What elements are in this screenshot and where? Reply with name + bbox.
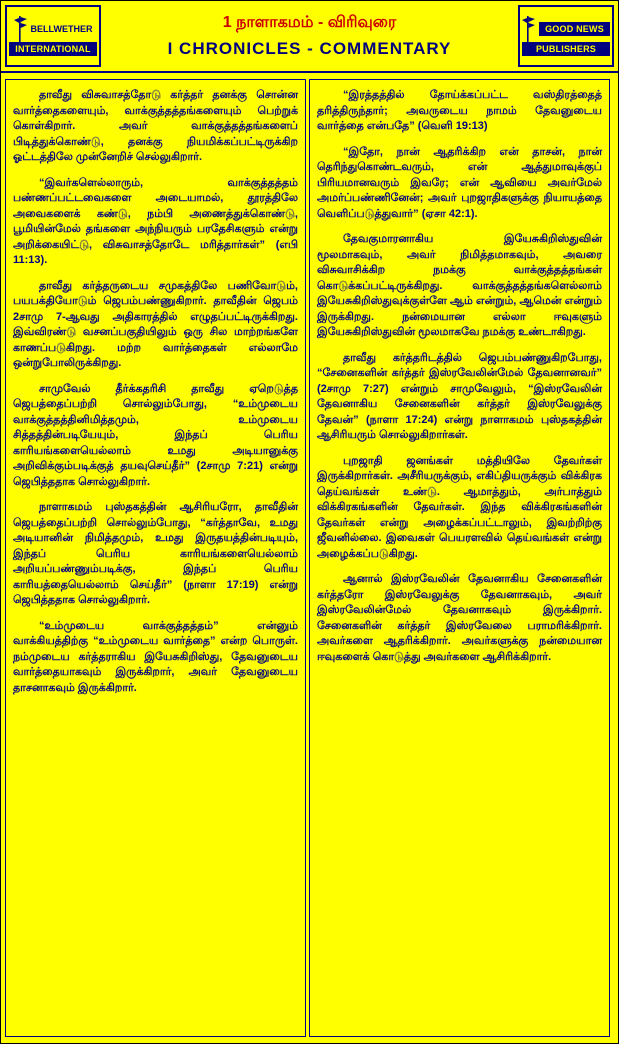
bellwether-international-logo: [5, 5, 101, 67]
page-title-tamil: 1 நாளாகமம் - விரிவுரை: [222, 14, 397, 31]
paragraph: சாமுவேல் தீர்க்கதரிசி தாவீது ஏறெடுத்த ஜெபத்தைப்பற்றி சொல்லும்போது, “உம்முடைய வாக்குத்தத்தினிமித்தமும், உம்முடைய சித்தத்தின்படியேயும், இந்தப் பெரிய காரியங்களையெல்லாம் உமது அடியானுக்கு அறிவிக்கும்படிக்குத் தயவுசெய்தீர்” (2சாமு 7:21) என்று ஜெபித்ததாக சொல்லுகிறார்.: [13, 382, 298, 488]
paragraph: ஆனால் இஸ்ரவேலின் தேவனாகிய சேனைகளின் கர்த்தரோ இஸ்ரவேலுக்கு தேவனாகவும், அவர் இஸ்ரவேலின்மேல் தேவனாகவும் இருக்கிறார். சேனைகளின் கர்த்தர் இஸ்ரவேலை பராமரிக்கிறார். அவர்களை ஆதரிக்கிறார். அவர்களுக்கு நன்மையான ஈவுகளைக் கொடுத்து அவர்களை ஆசிரிக்கிறார்.: [317, 573, 602, 663]
paragraph: தேவகுமாரனாகிய இயேசுகிறிஸ்துவின் மூலமாகவும், அவர் நிமித்தமாகவும், அவரை விசுவாசிக்கிற நமக்கு வாக்குத்தத்தங்கள் கொடுக்கப்பட்டிருக்கிறது. வாக்குத்தத்தங்களெல்லாம் இயேசுகிறிஸ்துவுக்குள்ளே ஆம் என்றும், ஆமென் என்றும் இருக்கிறது. நன்மையான எல்லா ஈவுகளும் இயேசுகிறிஸ்துவின் மூலமாகவே நமக்கு உண்டாகிறது.: [317, 233, 602, 338]
logo-top-row: [9, 16, 97, 42]
good-news-publishers-logo: [518, 5, 614, 67]
paragraph: புறஜாதி ஜனங்கள் மத்தியிலே தேவர்கள் இருக்கிறார்கள். அசீரியருக்கும், எகிப்தியருக்கும் விக்கிரக தெய்வங்கள் உண்டு. ஆமாத்தும், அர்பாத்தும் விக்கிரகங்களின் தேவர்கள். இந்த விக்கிரகங்களின் தேவர்கள் என்று அழைக்கப்பட்டாலும், இவற்றிற்கு ஜீவனில்லை. இவைகள் பெயரளவில் தெய்வங்கள் என்று அழைக்கப்படுகிறது.: [317, 454, 602, 560]
paragraph: “இரத்தத்தில் தோய்க்கப்பட்ட வஸ்திரத்தைத் தரித்திருந்தார்; அவருடைய நாமம் தேவனுடைய வார்த்தை என்பதே” (வெளி 19:13): [317, 89, 602, 132]
right-column: [309, 79, 610, 1037]
good-news-logo-line2: PUBLISHERS: [522, 42, 610, 56]
paragraph: “இவர்களெல்லாரும், வாக்குத்தத்தம் பண்ணப்பட்டவைகளை அடையாமல், தூரத்திலே அவைகளைக் கண்டு, நம்பி அணைத்துக்கொண்டு, பூமியின்மேல் தங்களை அந்நியரும் பரதேசிகளும் என்று அறிக்கையிட்டு, விசுவாசத்தோடே மரித்தார்கள்” (எபி 11:13).: [13, 176, 298, 266]
good-news-logo-line1: GOOD NEWS: [539, 22, 610, 36]
page-header: [1, 1, 618, 73]
torch-icon: [522, 16, 536, 42]
header-titles: [105, 1, 514, 71]
bellwether-logo-line1: BELLWETHER: [30, 23, 93, 34]
flag-icon: [14, 16, 28, 42]
paragraph: நாளாகமம் புஸ்தகத்தின் ஆசிரியரோ, தாவீதின் ஜெபத்தைப்பற்றி சொல்லும்போது, “கர்த்தாவே, உமது அடியானின் நிமித்தமும், உமது இருதயத்தின்படியும், இந்தப் பெரிய காரியங்களையெல்லாம் அறியப்பண்ணும்படிக்கு, இந்தப் பெரிய காரியத்தையெல்லாம் செய்தீர்” (நாளா 17:19) என்று ஜெபித்ததாக சொல்லுகிறார்.: [13, 501, 298, 606]
paragraph: “இதோ, நான் ஆதரிக்கிற என் தாசன், நான் தெரிந்துகொண்டவரும், என் ஆத்துமாவுக்குப் பிரியமானவரும் இவரே; என் ஆவியை அவர்மேல் அமர்ப்பண்ணினேன்; அவர் புறஜாதிகளுக்கு நியாயத்தை வெளிப்படுத்துவார்” (ஏசா 42:1).: [317, 145, 602, 220]
left-column: [5, 79, 306, 1037]
paragraph: தாவீது கர்த்தருடைய சமுகத்திலே பணிவோடும், பயபக்தியோடும் ஜெபம்பண்ணுகிறார். தாவீதின் ஜெபம் 2சாமு 7-ஆவது அதிகாரத்தில் எழுதப்பட்டிருக்கிறது. இவ்விரண்டு வசனப்பகுதியிலும் ஒரு சில மாற்றங்களே காணப்படுகிறது. மற்ற வார்த்தைகள் எல்லாமே ஒன்றுபோலிருக்கிறது.: [13, 279, 298, 369]
paragraph: “உம்முடைய வாக்குத்தத்தம்” என்னும் வாக்கியத்திற்கு “உம்முடைய வார்த்தை” என்ற பொருள். நம்முடைய கர்த்தராகிய இயேசுகிறிஸ்து, தேவனுடைய வார்த்தையாகவும் இருக்கிறார், அவர் தேவனுடைய தாசனாகவும் இருக்கிறார்.: [13, 619, 298, 694]
paragraph: தாவீது விசுவாசத்தோடு கர்த்தர் தனக்கு சொன்ன வார்த்தைகளையும், வாக்குத்தத்தங்களையும் பெற்றுக் கொள்கிறார். அவர் வாக்குத்தத்தங்களைப் பிடித்துக்கொண்டு, தனக்கு நியமிக்கப்பட்டிருக்கிற ஓட்டத்திலே முன்னேறிச் செல்லுகிறார்.: [13, 89, 298, 163]
logo-top-row-right: [522, 16, 610, 42]
body-area: [1, 73, 618, 1041]
paragraph: தாவீது கர்த்தரிடத்தில் ஜெபம்பண்ணுகிறபோது, “சேனைகளின் கர்த்தர் இஸ்ரவேலின்மேல் தேவனானவர்” (2சாமு 7:27) என்றும் சாமுவேலும், “இஸ்ரவேலின் தேவனாகிய சேனைகளின் கர்த்தர் இஸ்ரவேலுக்கு தேவன்” (நாளா 17:24) என்று நாளாகமம் புஸ்தகத்தின் ஆசிரியரும் சொல்லுகிறார்கள்.: [317, 351, 602, 441]
page-title-english: I CHRONICLES - COMMENTARY: [167, 39, 452, 58]
bellwether-logo-line2: INTERNATIONAL: [9, 42, 97, 56]
